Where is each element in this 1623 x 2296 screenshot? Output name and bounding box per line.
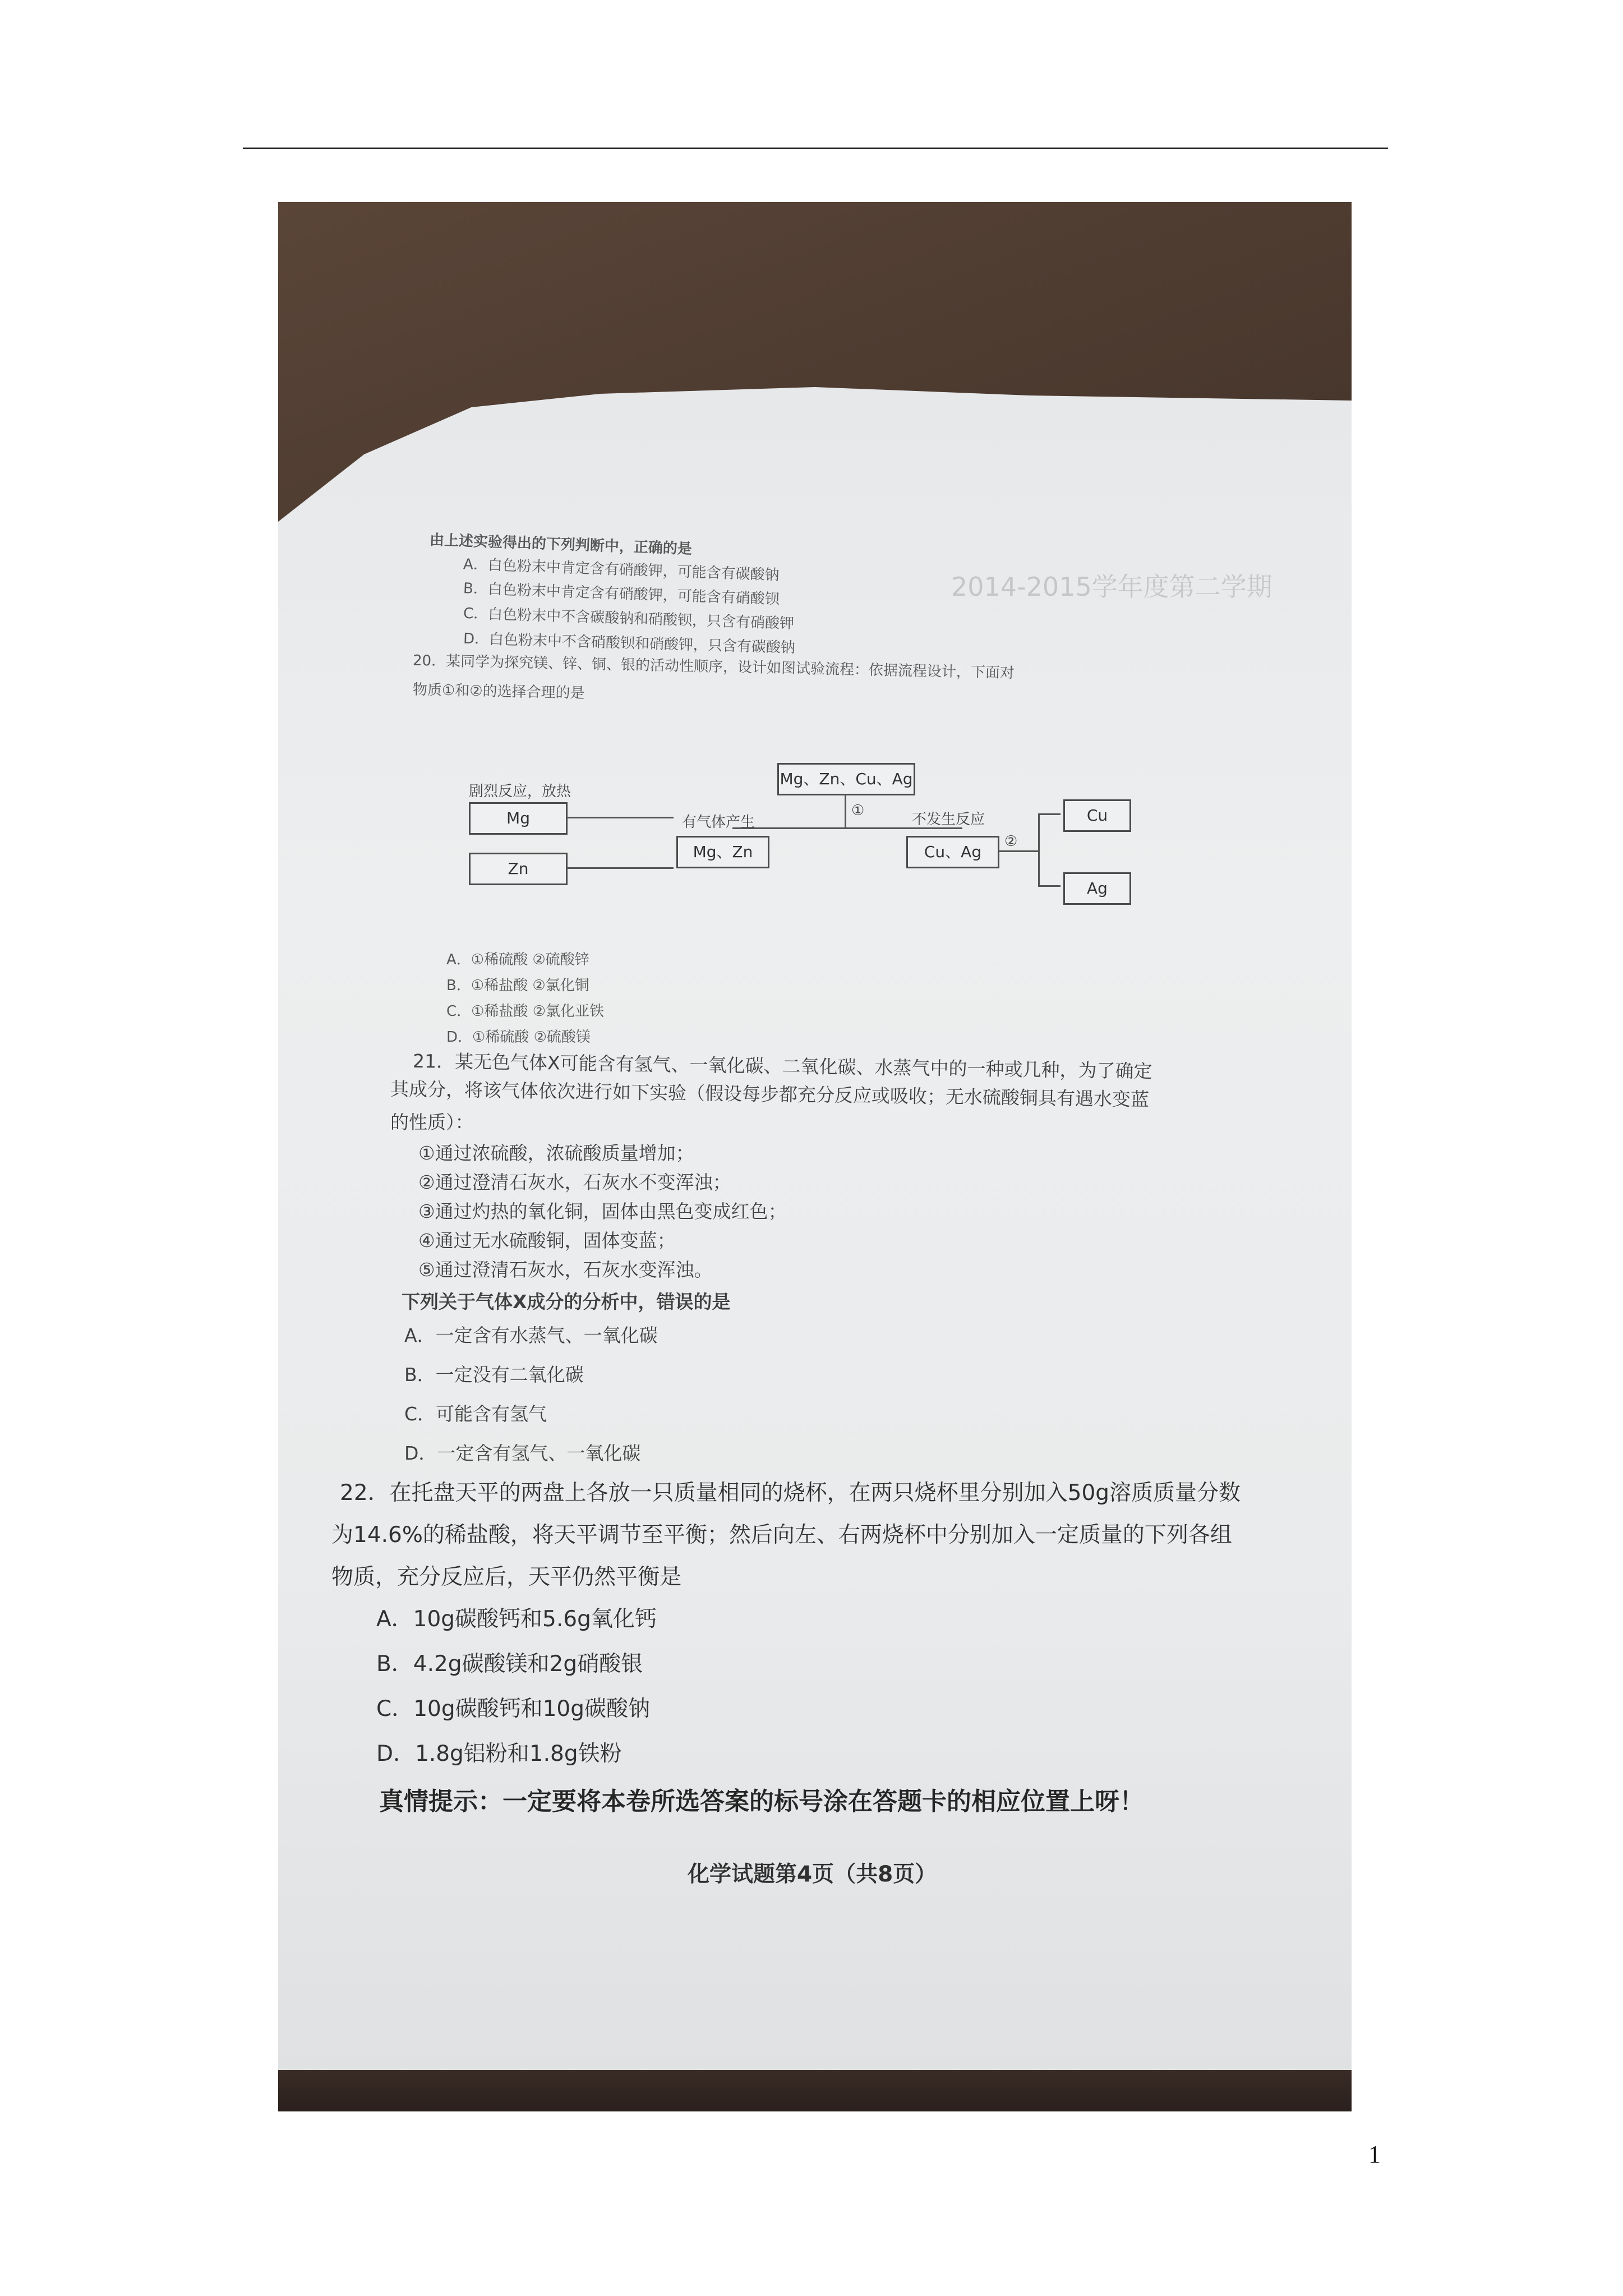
diagram-far-left-label: 剧烈反应，放热	[469, 783, 571, 800]
diagram-cu-box: Cu	[1063, 799, 1131, 832]
diagram-arrow	[1038, 885, 1061, 887]
q21-stem-2: 其成分，将该气体依次进行如下实验（假设每步都充分反应或吸收；无水硫酸铜具有遇水变蓝	[390, 1078, 1150, 1111]
q20-option-b: B．①稀盐酸 ②氯化铜	[446, 977, 589, 994]
diagram-mg-box: Mg	[469, 802, 568, 835]
q21-step-1: ①通过浓硫酸，浓硫酸质量增加；	[418, 1142, 694, 1164]
q21-step-4: ④通过无水硫酸铜，固体变蓝；	[418, 1230, 676, 1251]
diagram-ag-box: Ag	[1063, 872, 1131, 905]
q21-option-d: D．一定含有氢气、一氧化碳	[404, 1442, 641, 1464]
diagram-left-label: 有气体产生	[682, 814, 755, 831]
diagram-connector	[845, 794, 846, 827]
q21-step-2: ②通过澄清石灰水，石灰水不变浑浊；	[418, 1171, 731, 1193]
diagram-arrow	[567, 817, 674, 818]
q21-step-3: ③通过灼热的氧化铜，固体由黑色变成红色；	[418, 1200, 787, 1222]
q20-option-a: A．①稀硫酸 ②硫酸锌	[446, 951, 589, 968]
exam-tip: 真情提示：一定要将本卷所选答案的标号涂在答题卡的相应位置上呀！	[379, 1787, 1144, 1816]
q21-option-c: C．可能含有氢气	[404, 1403, 547, 1425]
q22-stem-1: 22．在托盘天平的两盘上各放一只质量相同的烧杯，在两只烧杯里分别加入50g溶质质量分数	[340, 1480, 1241, 1506]
exam-page-footer: 化学试题第4页（共8页）	[688, 1862, 937, 1887]
q21-option-a: A．一定含有水蒸气、一氧化碳	[404, 1324, 658, 1346]
q22-option-c: C．10g碳酸钙和10g碳酸钠	[376, 1696, 650, 1722]
header-rule	[243, 148, 1388, 149]
q22-stem-2: 为14.6%的稀盐酸，将天平调节至平衡；然后向左、右两烧杯中分别加入一定质量的下列各组	[331, 1522, 1232, 1548]
q20-option-d: D．①稀硫酸 ②硫酸镁	[446, 1029, 591, 1046]
diagram-step1: ①	[851, 802, 865, 819]
q20-stem-1: 20．某同学为探究镁、锌、铜、银的活动性顺序，设计如图试验流程：依据流程设计，下面对	[412, 652, 1015, 682]
q19-option-a: A．白色粉末中肯定含有硝酸钾，可能含有碳酸钠	[463, 556, 780, 584]
q21-option-b: B．一定没有二氧化碳	[404, 1364, 584, 1386]
q21-question: 下列关于气体X成分的分析中，错误的是	[402, 1291, 731, 1313]
diagram-zn-box: Zn	[469, 853, 568, 885]
q22-option-b: B．4.2g碳酸镁和2g硝酸银	[376, 1651, 643, 1677]
activity-flow-diagram	[469, 763, 1131, 942]
diagram-top-box: Mg、Zn、Cu、Ag	[777, 763, 915, 795]
q19-option-b: B．白色粉末中肯定含有硝酸钾，可能含有硝酸钡	[463, 580, 780, 608]
diagram-step2: ②	[1004, 833, 1018, 850]
diagram-arrow	[567, 867, 674, 869]
exam-photo	[278, 202, 1352, 2111]
q20-option-c: C．①稀盐酸 ②氯化亚铁	[446, 1003, 605, 1020]
desk-edge	[278, 2070, 1352, 2111]
q22-stem-3: 物质，充分反应后，天平仍然平衡是	[331, 1565, 682, 1590]
diagram-arrow	[999, 850, 1038, 852]
q22-option-d: D．1.8g铝粉和1.8g铁粉	[376, 1741, 622, 1766]
q19-option-d: D．白色粉末中不含硝酸钡和硝酸钾，只含有碳酸钠	[463, 630, 796, 657]
q22-option-a: A．10g碳酸钙和5.6g氧化钙	[376, 1607, 657, 1632]
diagram-right-label: 不发生反应	[912, 811, 985, 828]
diagram-mg-zn-box: Mg、Zn	[676, 836, 769, 868]
q21-stem-3: 的性质）：	[390, 1111, 474, 1133]
q21-stem-1: 21．某无色气体X可能含有氢气、一氧化碳、二氧化碳、水蒸气中的一种或几种，为了确定	[412, 1050, 1152, 1083]
q19-option-c: C．白色粉末中不含碳酸钠和硝酸钡，只含有硝酸钾	[463, 605, 795, 633]
diagram-cu-ag-box: Cu、Ag	[906, 836, 999, 868]
diagram-arrow	[1038, 813, 1061, 815]
q21-step-5: ⑤通过澄清石灰水，石灰水变浑浊。	[418, 1259, 713, 1281]
page-number: 1	[1368, 2141, 1381, 2168]
faint-header-text: 2014-2015学年度第二学期	[951, 572, 1272, 602]
diagram-bracket	[1038, 813, 1040, 886]
q20-stem-2: 物质①和②的选择合理的是	[412, 681, 585, 702]
q19-stem: 由上述实验得出的下列判断中，正确的是	[429, 531, 693, 558]
